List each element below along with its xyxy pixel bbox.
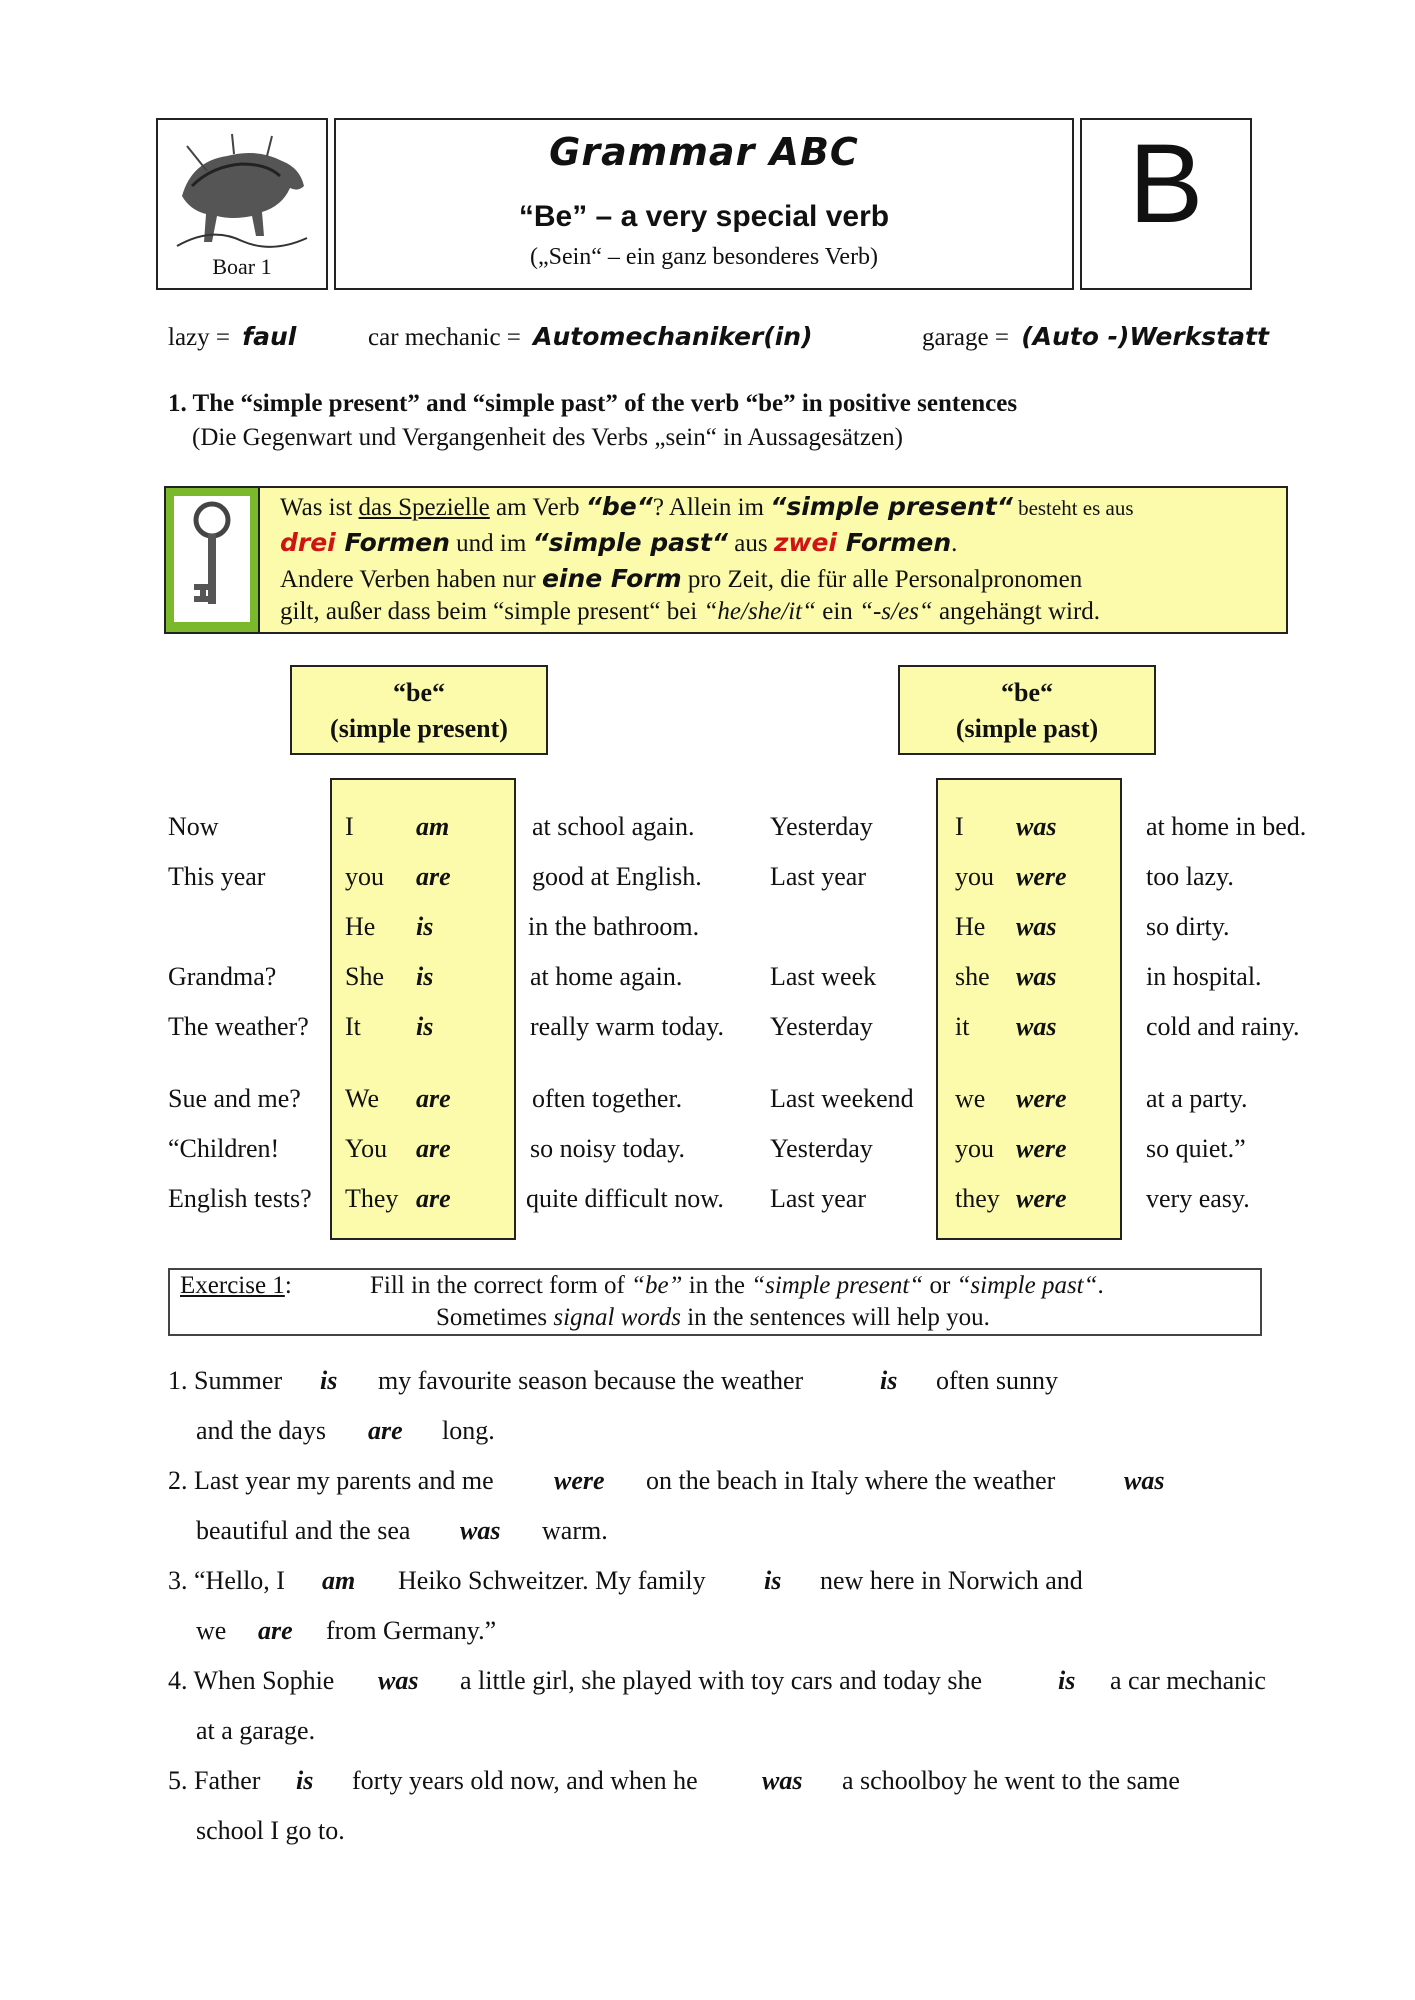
table-cell-p-pron: She (345, 962, 384, 991)
table-cell-q-verb: was (1016, 962, 1057, 991)
question-text: 1. Summer (168, 1366, 283, 1395)
text: aus (728, 530, 774, 557)
section-heading: 1. The “simple present” and “simple past” of the verb “be” in positive sentences (168, 390, 1018, 417)
table-cell-p-rest: at home again. (530, 962, 683, 991)
key-line-2 (280, 528, 957, 558)
italic-text: “simple present“ (751, 1272, 924, 1299)
text: or (923, 1272, 957, 1299)
italic-text: “be” (631, 1272, 683, 1299)
table-cell-p-pron: I (345, 812, 354, 841)
table-cell-p-rest: at school again. (532, 812, 695, 841)
question-text: often sunny (936, 1366, 1059, 1395)
title-box (334, 118, 1074, 290)
table-cell-q-pron: He (955, 912, 986, 941)
answer-blank[interactable]: is (880, 1366, 898, 1395)
highlight-red: drei (280, 528, 336, 557)
vocab-item-mechanic (368, 322, 813, 352)
answer-blank[interactable]: is (1058, 1666, 1076, 1695)
answer-blank[interactable]: is (764, 1566, 782, 1595)
section-subheading: (Die Gegenwart und Vergangenheit des Verbs „sein“ in Aussagesätzen) (192, 424, 903, 451)
table-cell-pre: Now (168, 812, 219, 841)
question-text: 2. Last year my parents and me (168, 1466, 494, 1495)
table-cell-p-pron: It (345, 1012, 361, 1041)
table-cell-p-pron: They (345, 1184, 399, 1213)
highlight-red: zwei (773, 528, 837, 557)
answer-blank[interactable]: was (1124, 1466, 1165, 1495)
table-cell-q-rest: cold and rainy. (1146, 1012, 1300, 1041)
table-cell-p-rest: in the bathroom. (528, 912, 700, 941)
answer-blank[interactable]: was (762, 1766, 803, 1795)
table-cell-q-rest: at a party. (1146, 1084, 1248, 1113)
table-cell-q-verb: was (1016, 812, 1057, 841)
image-label: Boar 1 (212, 254, 272, 279)
highlight-term: Formen (837, 528, 952, 557)
present-header (290, 665, 548, 755)
question-text: school I go to. (196, 1816, 345, 1845)
question-text: Heiko Schweitzer. My family (398, 1566, 706, 1595)
table-cell-p-pron: He (345, 912, 376, 941)
answer-blank[interactable]: is (320, 1366, 338, 1395)
question-text: warm. (542, 1516, 608, 1545)
exercise-instruction-2 (436, 1304, 990, 1332)
question-text: forty years old now, and when he (352, 1766, 698, 1795)
table-cell-past-pre: Last year (770, 1184, 867, 1213)
question-text: 4. When Sophie (168, 1666, 335, 1695)
table-cell-p-verb: am (416, 812, 450, 841)
table-cell-q-pron: they (955, 1184, 1000, 1213)
table-cell-past-pre: Last weekend (770, 1084, 914, 1113)
highlight-term: “simple past“ (532, 528, 728, 557)
exercise-label-text: Exercise 1 (180, 1272, 285, 1299)
table-cell-p-rest: often together. (532, 1084, 683, 1113)
question-text: and the days (196, 1416, 326, 1445)
table-cell-q-verb: were (1016, 1134, 1067, 1163)
exercise-label (180, 1272, 292, 1300)
table-cell-p-verb: is (416, 912, 434, 941)
table-cell-pre: The weather? (168, 1012, 309, 1041)
question-text: at a garage. (196, 1716, 316, 1745)
answer-blank[interactable]: were (554, 1466, 605, 1495)
boar-illustration (172, 126, 312, 256)
text: . (951, 530, 958, 557)
table-cell-q-rest: so dirty. (1146, 912, 1230, 941)
header-line: (simple present) (330, 714, 508, 743)
italic-text: “-s/es“ (859, 598, 933, 625)
table-cell-q-rest: at home in bed. (1146, 812, 1307, 841)
table-cell-p-verb: is (416, 1012, 434, 1041)
text: Was ist (280, 494, 359, 521)
table-cell-q-pron: we (955, 1084, 986, 1113)
question-text: 5. Father (168, 1766, 261, 1795)
table-cell-p-verb: are (416, 1134, 451, 1163)
letter-box (1080, 118, 1252, 290)
worksheet-subtitle: “Be” – a very special verb (518, 200, 890, 233)
table-cell-q-pron: you (955, 1134, 994, 1163)
table-cell-q-verb: was (1016, 1012, 1057, 1041)
key-icon (174, 496, 250, 622)
question-text: a schoolboy he went to the same (842, 1766, 1180, 1795)
key-info-box (164, 486, 1288, 634)
vocab-en: car mechanic = (368, 324, 521, 351)
table-cell-q-rest: very easy. (1146, 1184, 1250, 1213)
table-cell-past-pre: Last year (770, 862, 867, 891)
text: angehängt wird. (932, 598, 1101, 625)
answer-blank[interactable]: was (378, 1666, 419, 1695)
table-cell-past-pre: Yesterday (770, 1012, 873, 1041)
highlight-term: “simple present“ (770, 492, 1013, 521)
vocab-item-garage (922, 322, 1269, 352)
table-cell-p-rest: so noisy today. (530, 1134, 686, 1163)
question-text: beautiful and the sea (196, 1516, 411, 1545)
vocab-item-lazy (168, 322, 296, 352)
highlight-term: Formen (335, 528, 450, 557)
vocab-de: (Auto -)Werkstatt (1021, 322, 1269, 351)
question-text: on the beach in Italy where the weather (646, 1466, 1056, 1495)
text: Fill in the correct form of (370, 1272, 632, 1299)
text: und im (449, 530, 533, 557)
present-column (330, 778, 516, 1240)
table-cell-p-pron: We (345, 1084, 379, 1113)
question-text: 3. “Hello, I (168, 1566, 285, 1595)
vocab-en: garage = (922, 324, 1009, 351)
text: in the sentences will help you. (687, 1304, 990, 1331)
table-cell-q-verb: was (1016, 912, 1057, 941)
table-cell-pre: Grandma? (168, 962, 277, 991)
table-cell-past-pre: Yesterday (770, 1134, 873, 1163)
table-cell-p-verb: are (416, 1084, 451, 1113)
question-text: long. (442, 1416, 495, 1445)
table-cell-pre: Sue and me? (168, 1084, 301, 1113)
text: . (1097, 1272, 1104, 1299)
table-cell-q-verb: were (1016, 1184, 1067, 1213)
worksheet-subtitle-german: („Sein“ – ein ganz besonderes Verb) (529, 244, 879, 270)
key-icon-frame (166, 488, 260, 632)
question-text: a little girl, she played with toy cars and today she (460, 1666, 983, 1695)
worksheet-title: Grammar ABC (549, 130, 859, 174)
question-text: from Germany.” (326, 1616, 497, 1645)
vocab-de: faul (242, 322, 297, 351)
table-cell-p-rest: good at English. (532, 862, 702, 891)
table-cell-q-rest: too lazy. (1146, 862, 1234, 891)
past-column (936, 778, 1122, 1240)
table-cell-p-pron: you (345, 862, 384, 891)
table-cell-past-pre: Yesterday (770, 812, 873, 841)
highlight-term: “be“ (585, 492, 653, 521)
table-cell-pre: “Children! (168, 1134, 280, 1163)
italic-text: “he/she/it“ (703, 598, 817, 625)
text: in the (682, 1272, 752, 1299)
underlined-text: das Spezielle (358, 494, 490, 521)
table-cell-q-pron: I (955, 812, 964, 841)
text: besteht es aus (1012, 496, 1134, 520)
text: ein (816, 598, 860, 625)
table-cell-pre: English tests? (168, 1184, 312, 1213)
table-cell-q-verb: were (1016, 862, 1067, 891)
table-cell-q-pron: you (955, 862, 994, 891)
exercise-instruction-1 (370, 1272, 1104, 1300)
table-cell-q-verb: were (1016, 1084, 1067, 1113)
question-text: a car mechanic (1110, 1666, 1266, 1695)
exercise-box (168, 1268, 1262, 1336)
question-text: new here in Norwich and (820, 1566, 1083, 1595)
italic-text: signal words (553, 1304, 681, 1331)
vocab-en: lazy = (168, 324, 230, 351)
table-cell-q-rest: so quiet.” (1146, 1134, 1246, 1163)
answer-blank[interactable]: are (368, 1416, 403, 1445)
section-letter: B (1128, 121, 1204, 246)
header-line: “be“ (1001, 678, 1053, 707)
table-cell-p-verb: is (416, 962, 434, 991)
answer-blank[interactable]: was (460, 1516, 501, 1545)
question-text: we (196, 1616, 227, 1645)
key-line-4 (280, 598, 1100, 626)
table-cell-q-pron: it (955, 1012, 970, 1041)
text: gilt, außer dass beim “simple present“ bei (280, 598, 704, 625)
table-cell-q-rest: in hospital. (1146, 962, 1262, 991)
question-text: my favourite season because the weather (378, 1366, 804, 1395)
header-line: (simple past) (955, 714, 1099, 743)
text: Sometimes (436, 1304, 554, 1331)
boar-image-frame (156, 118, 328, 290)
table-cell-p-verb: are (416, 862, 451, 891)
table-cell-q-pron: she (955, 962, 990, 991)
text: Andere Verben haben nur (280, 566, 542, 593)
header-line: “be“ (393, 678, 445, 707)
text: am Verb (489, 494, 586, 521)
answer-blank[interactable]: are (258, 1616, 293, 1645)
vocab-de: Automechaniker(in) (533, 322, 813, 351)
text: pro Zeit, die für alle Personalpronomen (681, 566, 1083, 593)
table-cell-p-pron: You (345, 1134, 388, 1163)
answer-blank[interactable]: am (322, 1566, 356, 1595)
table-cell-past-pre: Last week (770, 962, 877, 991)
table-cell-p-rest: really warm today. (530, 1012, 724, 1041)
highlight-term: eine Form (541, 564, 682, 593)
answer-blank[interactable]: is (296, 1766, 314, 1795)
text: : (284, 1272, 292, 1299)
table-cell-p-verb: are (416, 1184, 451, 1213)
key-line-1 (280, 492, 1134, 522)
text: ? Allein im (652, 494, 771, 521)
italic-text: “simple past“ (956, 1272, 1098, 1299)
past-header (898, 665, 1156, 755)
table-cell-p-rest: quite difficult now. (526, 1184, 724, 1213)
table-cell-pre: This year (168, 862, 266, 891)
key-line-3 (280, 564, 1082, 594)
